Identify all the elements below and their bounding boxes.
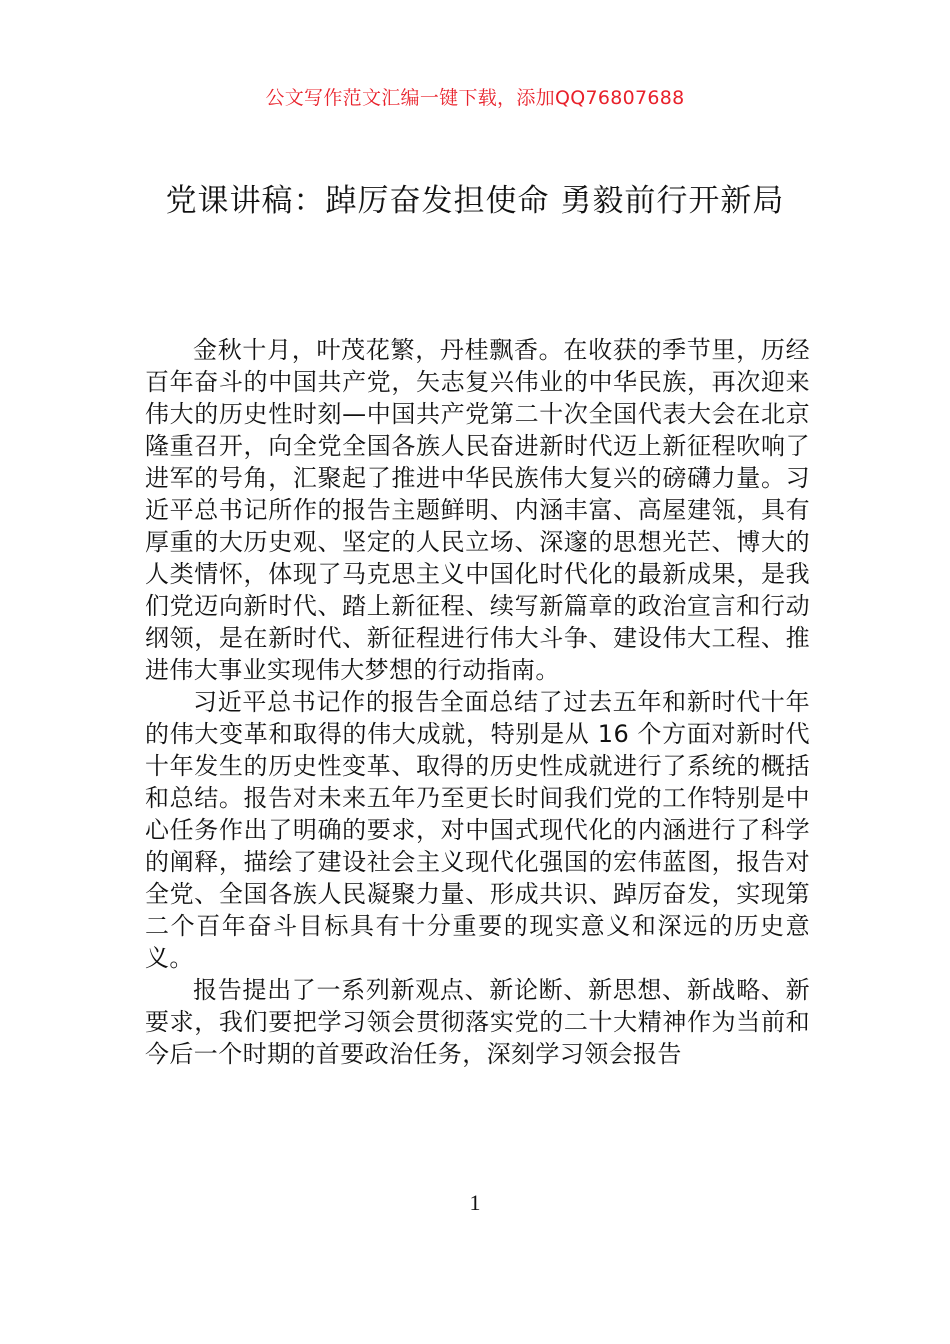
paragraph: 报告提出了一系列新观点、新论断、新思想、新战略、新要求，我们要把学习领会贯彻落实党的二十大精神作为当前和今后一个时期的首要政治任务，深刻学习领会报告: [145, 976, 810, 1068]
paragraph: 习近平总书记作的报告全面总结了过去五年和新时代十年的伟大变革和取得的伟大成就，特别是从 16 个方面对新时代十年发生的历史性变革、取得的历史性成就进行了系统的概括和总结。报告对未来五年乃至更长时间我们党的工作特别是中心任务作出了明确的要求，对中国式现代化的内涵进行了科学的阐释，描绘了建设社会主义现代化强国的宏伟蓝图，报告对全党、全国各族人民凝聚力量、形成共识、踔厉奋发，实现第二个百年奋斗目标具有十分重要的现实意义和深远的历史意义。: [145, 688, 810, 972]
document-body: [145, 334, 810, 1070]
document-title: 党课讲稿：踔厉奋发担使命 勇毅前行开新局: [165, 183, 785, 219]
page-number: 1: [469, 1190, 481, 1215]
paragraph: 金秋十月，叶茂花繁，丹桂飘香。在收获的季节里，历经百年奋斗的中国共产党，矢志复兴伟业的中华民族，再次迎来伟大的历史性时刻—中国共产党第二十次全国代表大会在北京隆重召开，向全党全国各族人民奋进新时代迈上新征程吹响了进军的号角，汇聚起了推进中华民族伟大复兴的磅礴力量。习近平总书记所作的报告主题鲜明、内涵丰富、高屋建瓴，具有厚重的大历史观、坚定的人民立场、深邃的思想光芒、博大的人类情怀，体现了马克思主义中国化时代化的最新成果，是我们党迈向新时代、踏上新征程、续写新篇章的政治宣言和行动纲领，是在新时代、新征程进行伟大斗争、建设伟大工程、推进伟大事业实现伟大梦想的行动指南。: [145, 336, 810, 684]
promo-banner: 公文写作范文汇编一键下载，添加QQ76807688: [265, 87, 685, 109]
